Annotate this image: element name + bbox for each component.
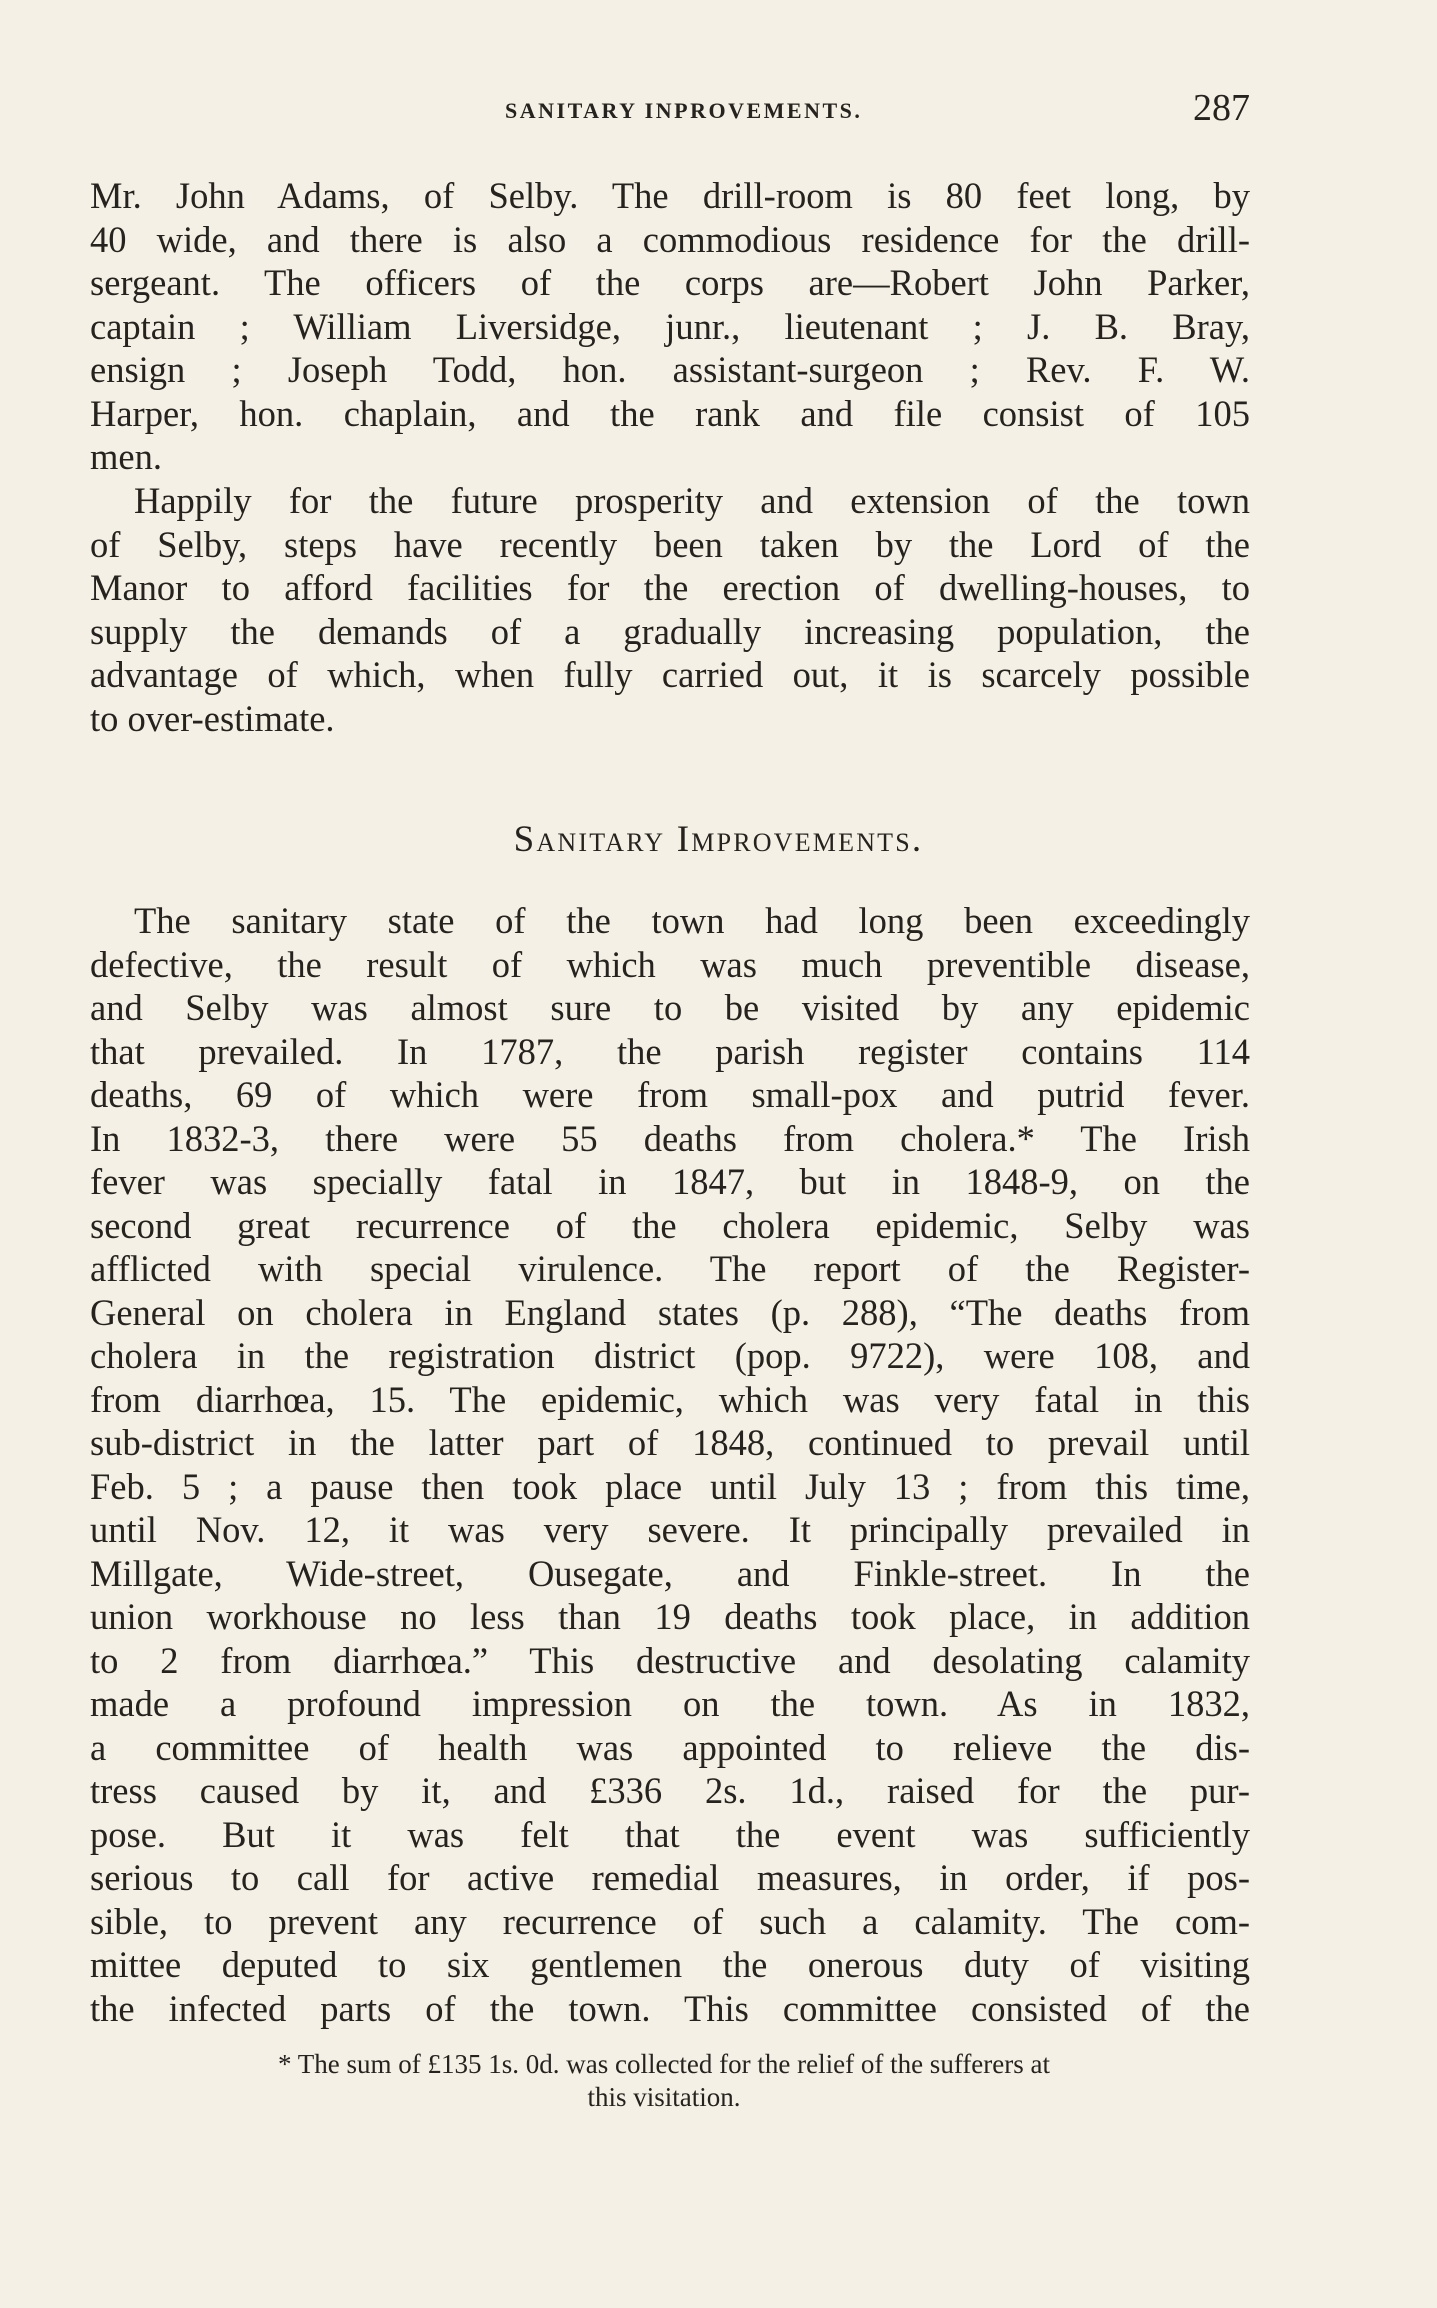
text-line: ensign ; Joseph Todd, hon. assistant-surgeon ; Rev. F. W. bbox=[90, 349, 1250, 390]
text-line: tress caused by it, and £336 2s. 1d., raised for the pur- bbox=[90, 1770, 1250, 1811]
text-line: cholera in the registration district (pop. 9722), were 108, and bbox=[90, 1335, 1250, 1376]
page-number: 287 bbox=[1193, 87, 1250, 129]
text-line: union workhouse no less than 19 deaths took place, in addition bbox=[90, 1596, 1250, 1637]
text-line: and Selby was almost sure to be visited by any epidemic bbox=[90, 987, 1250, 1028]
text-line: Manor to afford facilities for the erection of dwelling-houses, to bbox=[90, 567, 1250, 608]
text-line: afflicted with special virulence. The report of the Register- bbox=[90, 1248, 1250, 1289]
text-line: Millgate, Wide-street, Ousegate, and Finkle-street. In the bbox=[90, 1552, 1250, 1594]
text-line: sergeant. The officers of the corps are—Robert John Parker, bbox=[90, 262, 1250, 303]
text-line: sible, to prevent any recurrence of such a calamity. The com- bbox=[90, 1900, 1250, 1942]
footnote-line: this visitation. bbox=[587, 2082, 741, 2112]
page-header bbox=[90, 86, 1250, 138]
text-line: the infected parts of the town. This committee consisted of the bbox=[90, 1987, 1250, 2029]
footnote-line: * The sum of £135 1s. 0d. was collected for the relief of the sufferers at bbox=[277, 2049, 1051, 2079]
paragraph-sanitary-state bbox=[90, 899, 1250, 2030]
text-line: Happily for the future prosperity and extension of the town bbox=[134, 480, 1250, 521]
text-line: advantage of which, when fully carried out, it is scarcely possible bbox=[90, 654, 1250, 695]
text-line: men. bbox=[90, 436, 162, 477]
text-line: mittee deputed to six gentlemen the onerous duty of visiting bbox=[90, 1944, 1250, 1985]
text-line: second great recurrence of the cholera epidemic, Selby was bbox=[90, 1204, 1250, 1246]
text-line: a committee of health was appointed to relieve the dis- bbox=[90, 1726, 1250, 1768]
text-line: that prevailed. In 1787, the parish register contains 114 bbox=[90, 1030, 1250, 1072]
text-line: until Nov. 12, it was very severe. It principally prevailed in bbox=[90, 1509, 1250, 1550]
footnote bbox=[130, 2048, 1198, 2114]
paragraph-town-extension bbox=[90, 479, 1250, 740]
text-line: to 2 from diarrhœa.” This destructive and desolating calamity bbox=[90, 1639, 1250, 1681]
text-line: deaths, 69 of which were from small-pox and putrid fever. bbox=[90, 1074, 1250, 1115]
text-line: defective, the result of which was much preventible disease, bbox=[90, 943, 1250, 985]
text-line: Feb. 5 ; a pause then took place until July 13 ; from this time, bbox=[90, 1465, 1250, 1507]
text-line: fever was specially fatal in 1847, but in 1848-9, on the bbox=[90, 1161, 1250, 1202]
section-heading bbox=[0, 818, 1437, 861]
text-line: to over-estimate. bbox=[90, 697, 335, 739]
text-line: serious to call for active remedial measures, in order, if pos- bbox=[90, 1857, 1250, 1898]
text-line: Mr. John Adams, of Selby. The drill-room is 80 feet long, by bbox=[90, 175, 1250, 216]
text-line: In 1832-3, there were 55 deaths from cholera.* The Irish bbox=[90, 1117, 1250, 1159]
section-heading-text: Sanitary Improvements. bbox=[513, 819, 924, 860]
text-line: 40 wide, and there is also a commodious residence for the drill- bbox=[90, 218, 1250, 260]
text-line: Harper, hon. chaplain, and the rank and file consist of 105 bbox=[90, 392, 1250, 434]
text-line: General on cholera in England states (p. 288), “The deaths from bbox=[90, 1291, 1250, 1333]
text-line: sub-district in the latter part of 1848, continued to prevail until bbox=[90, 1422, 1250, 1463]
text-line: made a profound impression on the town. As in 1832, bbox=[90, 1683, 1250, 1724]
text-line: of Selby, steps have recently been taken by the Lord of the bbox=[90, 523, 1250, 565]
text-line: from diarrhœa, 15. The epidemic, which was very fatal in this bbox=[90, 1378, 1250, 1420]
text-line: supply the demands of a gradually increasing population, the bbox=[90, 610, 1250, 652]
paragraph-volunteer-corps bbox=[90, 174, 1250, 479]
text-line: The sanitary state of the town had long been exceedingly bbox=[134, 900, 1250, 941]
text-line: pose. But it was felt that the event was sufficiently bbox=[90, 1813, 1250, 1855]
running-title: SANITARY INPROVEMENTS. bbox=[505, 98, 863, 123]
text-line: captain ; William Liversidge, junr., lieutenant ; J. B. Bray, bbox=[90, 305, 1250, 347]
